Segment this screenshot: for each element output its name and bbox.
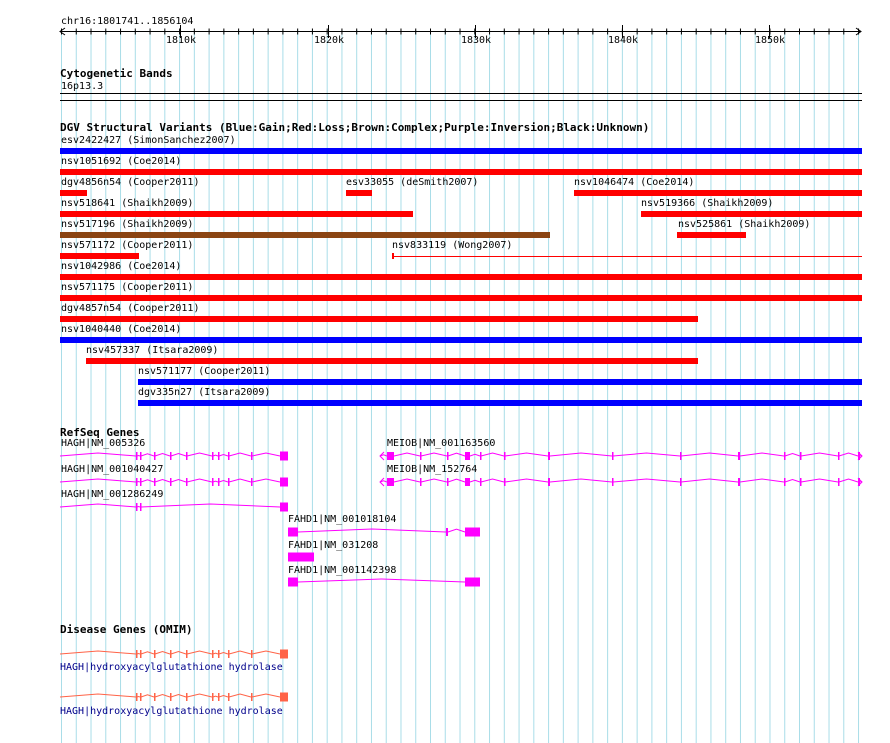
exon-block [154, 693, 156, 701]
dgv-feature-label[interactable]: nsv1042986 (Coe2014) [61, 261, 182, 272]
exon-block [170, 650, 172, 658]
exon-block [170, 693, 172, 701]
intron-line [219, 653, 228, 655]
dgv-feature-label[interactable]: dgv335n27 (Itsara2009) [138, 387, 271, 398]
omim-gene-model[interactable] [60, 693, 288, 702]
exon-block [251, 650, 253, 658]
dgv-feature-label[interactable]: esv2422427 (SimonSanchez2007) [61, 135, 236, 146]
dgv-feature-label[interactable]: esv33055 (deSmith2007) [346, 177, 479, 188]
dgv-feature-label[interactable]: nsv833119 (Wong2007) [392, 240, 513, 251]
refseq-gene-label[interactable]: HAGH|NM_001286249 [61, 489, 164, 500]
exon-block [154, 650, 156, 658]
refseq-gene-label[interactable]: MEIOB|NM_152764 [387, 464, 478, 475]
exon-block [280, 650, 288, 659]
intron-line [187, 694, 212, 697]
dgv-feature-label[interactable]: nsv525861 (Shaikh2009) [678, 219, 811, 230]
region-label: chr16:1801741..1856104 [61, 16, 194, 27]
exon-block [212, 693, 214, 701]
exon-block [140, 693, 142, 701]
exon-block [136, 693, 138, 701]
intron-line [187, 651, 212, 654]
dgv-feature-label[interactable]: nsv1040440 (Coe2014) [61, 324, 182, 335]
dgv-feature-label[interactable]: nsv571172 (Cooper2011) [61, 240, 194, 251]
refseq-gene-label[interactable]: FAHD1|NM_031208 [288, 540, 379, 551]
exon-block [218, 650, 220, 658]
exon-block [228, 650, 230, 658]
omim-track-title: Disease Genes (OMIM) [60, 623, 193, 636]
intron-line [141, 695, 154, 697]
exon-block [140, 650, 142, 658]
dgv-feature-label[interactable]: dgv4857n54 (Cooper2011) [61, 303, 200, 314]
intron-line [141, 652, 154, 654]
refseq-gene-label[interactable]: MEIOB|NM_001163560 [387, 438, 496, 449]
intron-line [229, 651, 251, 654]
dgv-feature-label[interactable]: nsv1046474 (Coe2014) [574, 177, 695, 188]
dgv-feature-label[interactable]: nsv571177 (Cooper2011) [138, 366, 271, 377]
exon-block [251, 693, 253, 701]
exon-block [212, 650, 214, 658]
dgv-feature-label[interactable]: nsv519366 (Shaikh2009) [641, 198, 774, 209]
dgv-feature-label[interactable]: nsv457337 (Itsara2009) [86, 345, 219, 356]
dgv-feature-label[interactable]: dgv4856n54 (Cooper2011) [61, 177, 200, 188]
omim-gene-model[interactable] [60, 650, 288, 659]
intron-line [155, 695, 170, 698]
omim-gene-label[interactable]: HAGH|hydroxyacylglutathione hydrolase [60, 662, 283, 673]
exon-block [186, 693, 188, 701]
refseq-track-title: RefSeq Genes [60, 426, 140, 439]
intron-line [60, 694, 136, 697]
ruler-tick-label: 1850k [754, 35, 786, 46]
dgv-feature-label[interactable]: nsv517196 (Shaikh2009) [61, 219, 194, 230]
refseq-gene-label[interactable]: HAGH|NM_005326 [61, 438, 146, 449]
cytoband-track-title: Cytogenetic Bands [60, 67, 173, 80]
ruler-tick-label: 1810k [165, 35, 197, 46]
refseq-gene-label[interactable]: HAGH|NM_001040427 [61, 464, 164, 475]
intron-line [229, 694, 251, 697]
intron-line [171, 695, 186, 698]
dgv-feature-label[interactable]: nsv571175 (Cooper2011) [61, 282, 194, 293]
exon-block [136, 650, 138, 658]
cytoband-label: 16p13.3 [61, 81, 104, 92]
dgv-feature-label[interactable]: nsv1051692 (Coe2014) [61, 156, 182, 167]
intron-line [60, 651, 136, 654]
dgv-feature-label[interactable]: nsv518641 (Shaikh2009) [61, 198, 194, 209]
ruler-tick-label: 1820k [313, 35, 345, 46]
intron-line [213, 696, 218, 697]
exon-block [280, 693, 288, 702]
intron-line [252, 694, 280, 697]
intron-line [213, 653, 218, 654]
dgv-track-title: DGV Structural Variants (Blue:Gain;Red:Loss;Brown:Complex;Purple:Inversion;Black:Unknown) [60, 121, 650, 134]
exon-block [228, 693, 230, 701]
intron-line [252, 651, 280, 654]
ruler-tick-label: 1830k [460, 35, 492, 46]
ruler-tick-label: 1840k [607, 35, 639, 46]
refseq-gene-label[interactable]: FAHD1|NM_001142398 [288, 565, 397, 576]
intron-line [171, 652, 186, 655]
exon-block [218, 693, 220, 701]
intron-line [155, 652, 170, 655]
exon-block [186, 650, 188, 658]
omim-gene-label[interactable]: HAGH|hydroxyacylglutathione hydrolase [60, 706, 283, 717]
intron-line [219, 696, 228, 698]
refseq-gene-label[interactable]: FAHD1|NM_001018104 [288, 514, 397, 525]
